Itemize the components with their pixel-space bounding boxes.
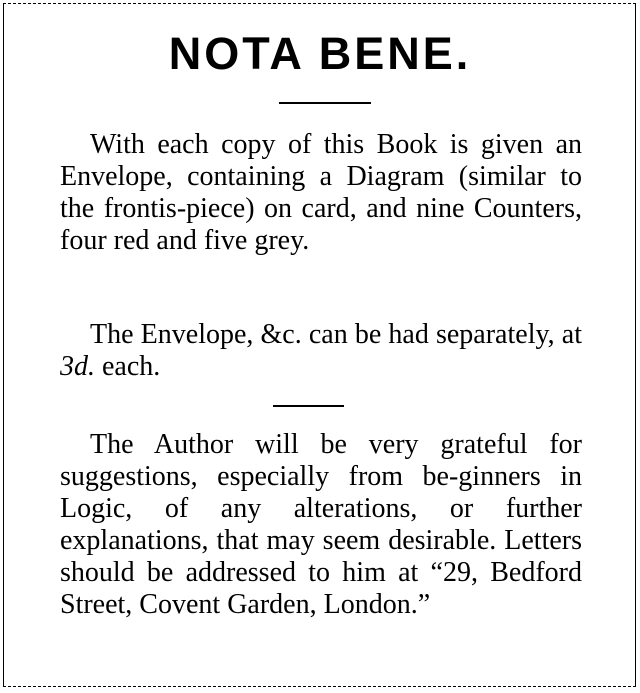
paragraph-envelope-price — [60, 319, 582, 383]
price-text-after: each. — [95, 351, 161, 382]
divider-rule-middle — [273, 405, 344, 407]
divider-rule-top — [279, 102, 371, 104]
paragraph-author-request: The Author will be very grateful for suggestions, especially from be-ginners in Logic, of any alterations, or further explanations, that may seem desirable. Letters should be addressed to him at “29, Bedford Street, Covent Garden, London.” — [60, 429, 582, 620]
price-text-before: The Envelope, &c. can be had separately, at — [90, 319, 582, 350]
paragraph-envelope-contents: With each copy of this Book is given an Envelope, containing a Diagram (similar to the frontis-piece) on card, and nine Counters, four red and five grey. — [60, 129, 582, 256]
price-value: 3d. — [60, 351, 95, 382]
page-title: NOTA BENE. — [168, 28, 472, 79]
